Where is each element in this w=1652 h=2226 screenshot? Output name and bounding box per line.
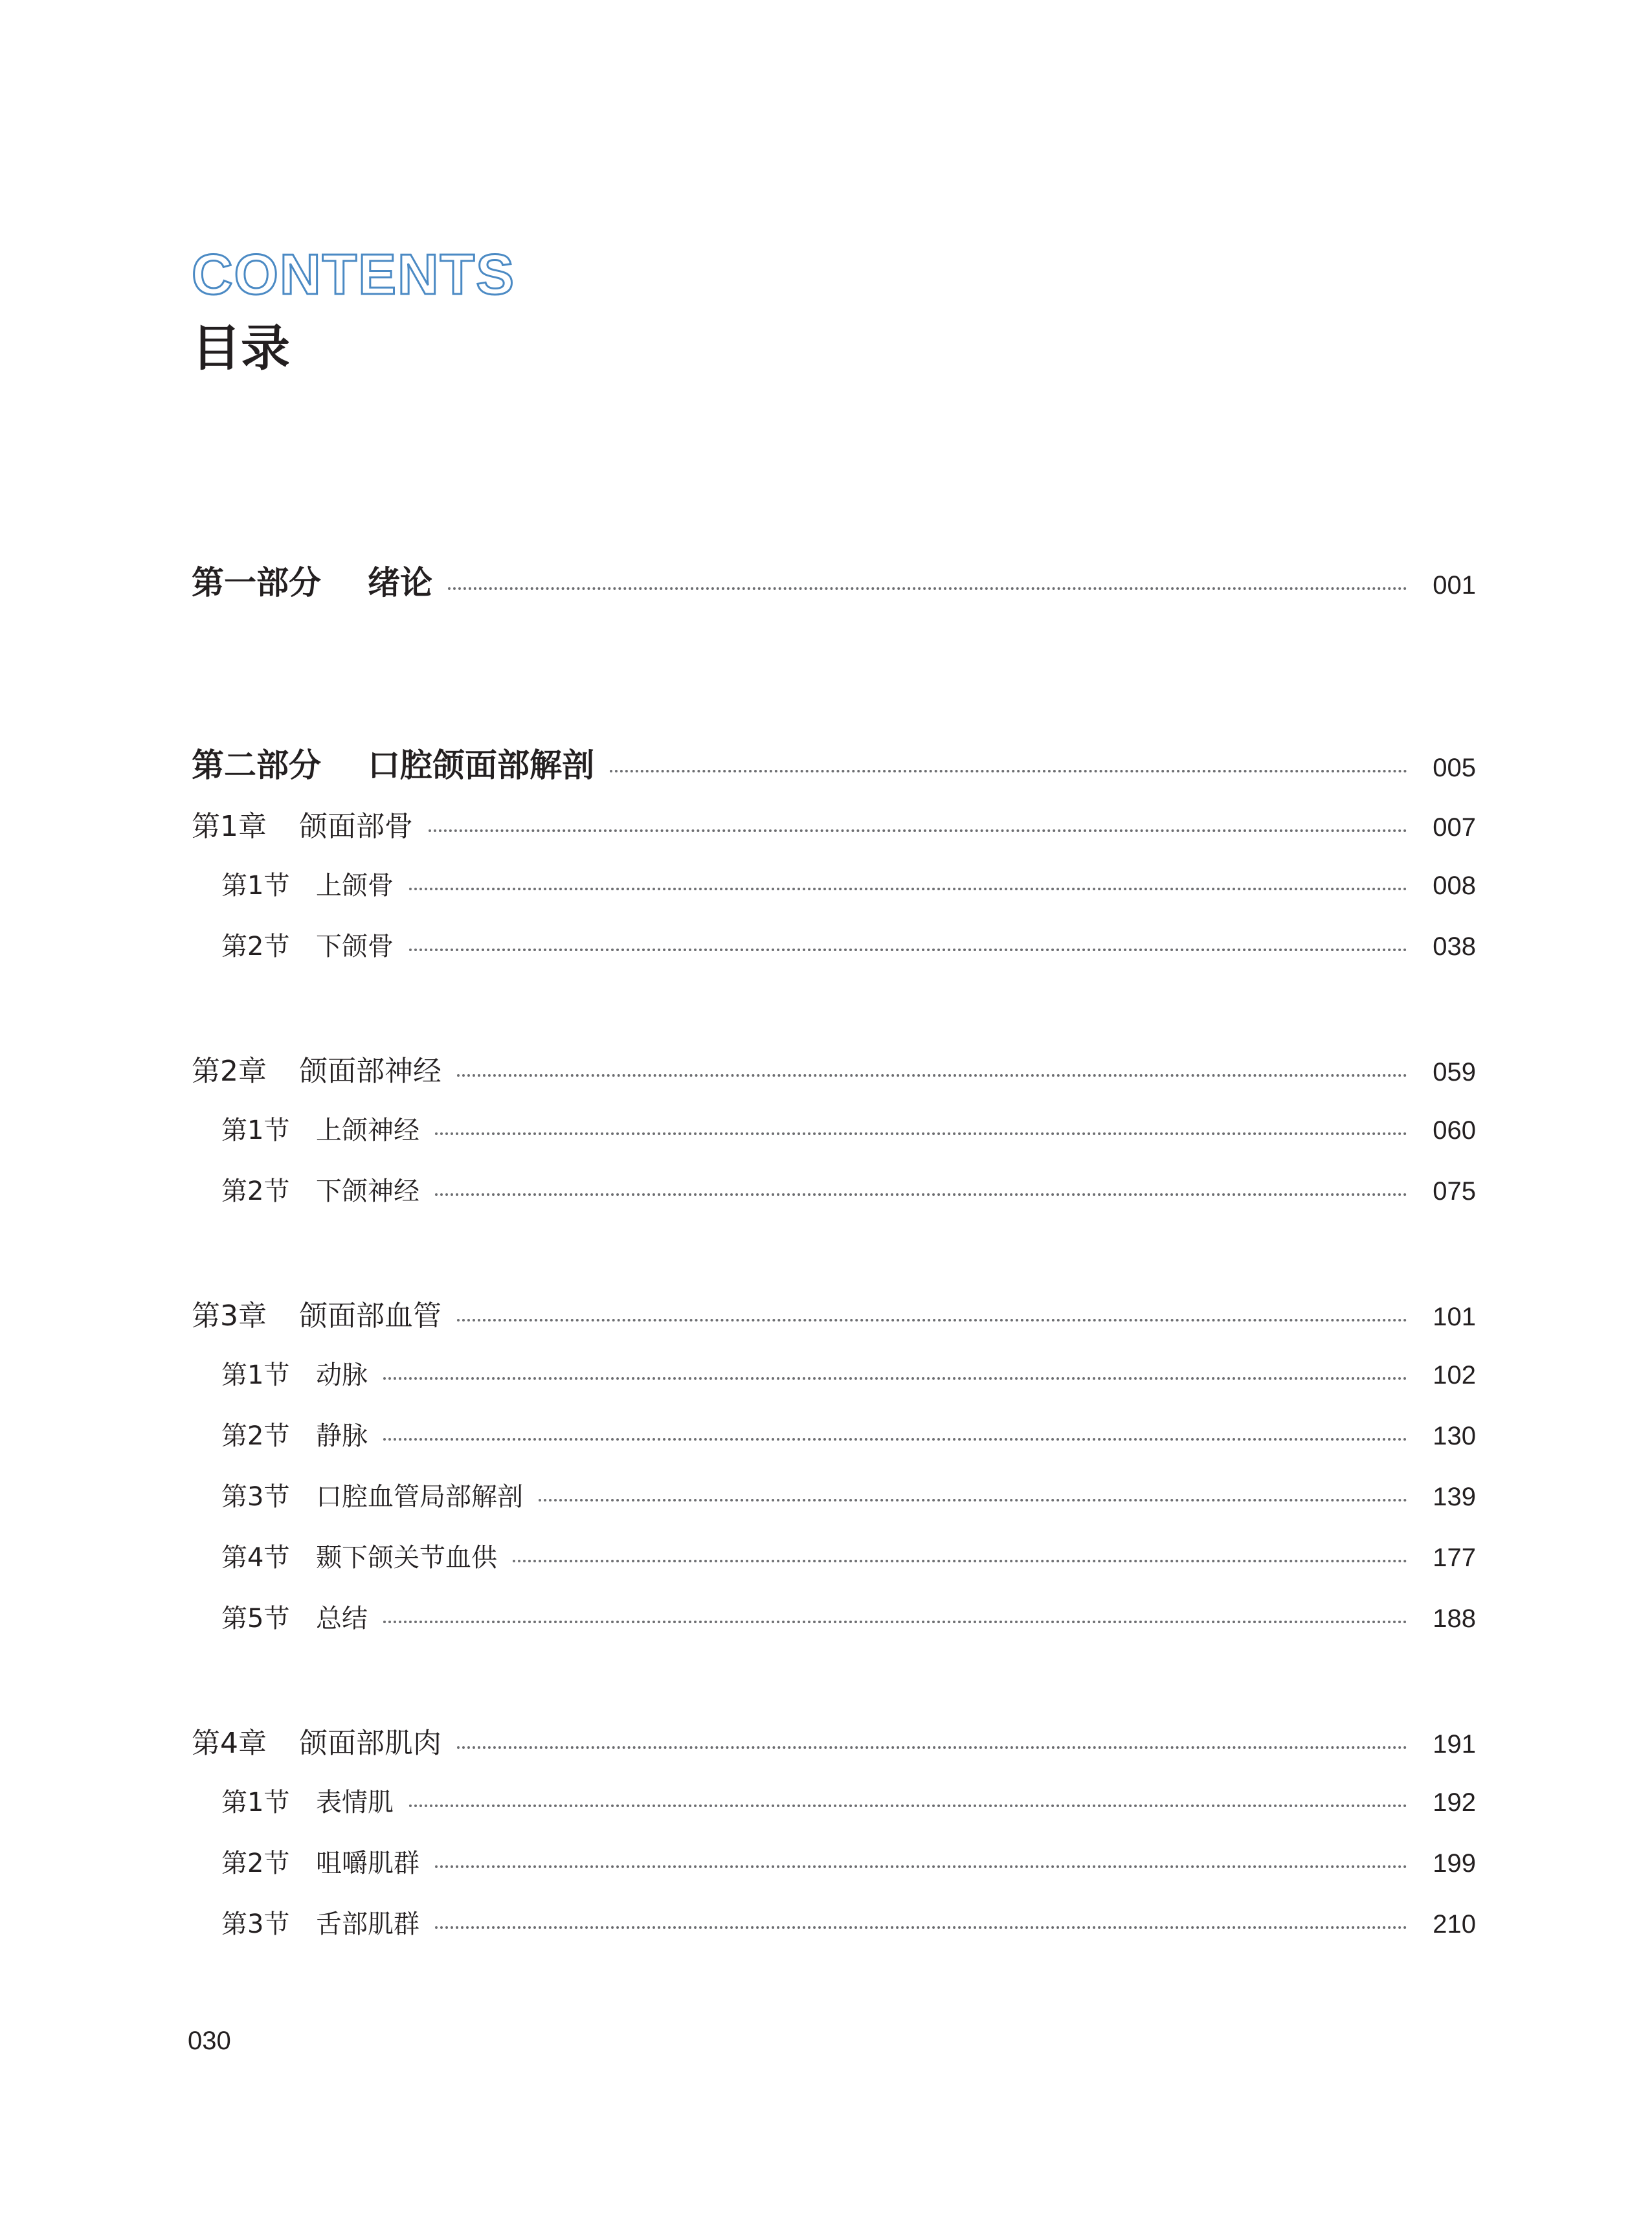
toc-entry-ch4-sec3[interactable] [221, 1904, 1476, 1940]
toc-entry-chapter3[interactable] [192, 1292, 1476, 1334]
dot-leader [409, 1804, 1407, 1807]
page-number: 008 [1433, 871, 1476, 900]
chapter-number: 第2章 [192, 1055, 267, 1088]
toc-entry-ch3-sec5[interactable] [221, 1598, 1476, 1635]
dot-leader [448, 587, 1407, 590]
page-number: 199 [1433, 1849, 1476, 1878]
dot-leader [409, 949, 1407, 951]
toc-entry-part1[interactable] [192, 557, 1476, 603]
dot-leader [457, 1074, 1407, 1077]
page-number: 060 [1433, 1116, 1476, 1145]
section-title: 动脉 [316, 1360, 368, 1390]
chapter-title: 颌面部血管 [299, 1299, 441, 1332]
section-title: 静脉 [316, 1421, 368, 1451]
section-number: 第5节 [221, 1604, 290, 1634]
section-title: 上颌骨 [316, 871, 394, 901]
section-title: 口腔血管局部解剖 [316, 1482, 523, 1512]
section-title: 咀嚼肌群 [316, 1849, 419, 1878]
section-title: 颞下颌关节血供 [316, 1543, 497, 1573]
section-title: 总结 [316, 1604, 368, 1634]
page-number: 192 [1433, 1788, 1476, 1817]
toc-entry-chapter1[interactable] [192, 803, 1476, 844]
chapter-number: 第1章 [192, 810, 267, 843]
dot-leader [383, 1377, 1407, 1380]
page-number: 007 [1433, 813, 1476, 842]
toc-entry-ch4-sec1[interactable] [221, 1782, 1476, 1819]
page-number: 005 [1433, 754, 1476, 782]
toc-entry-ch3-sec2[interactable] [221, 1415, 1476, 1452]
page-number: 191 [1433, 1730, 1476, 1759]
chapter-title: 颌面部肌肉 [299, 1727, 441, 1760]
page-number: 177 [1433, 1544, 1476, 1572]
chapter-title: 颌面部神经 [299, 1055, 441, 1088]
toc-entry-ch3-sec3[interactable] [221, 1476, 1476, 1513]
footer-page-number: 030 [188, 2027, 231, 2055]
chapter-number: 第3章 [192, 1299, 267, 1332]
toc-entry-ch1-sec1[interactable] [221, 865, 1476, 902]
dot-leader [409, 888, 1407, 890]
section-number: 第1节 [221, 1360, 290, 1390]
toc-entry-ch1-sec2[interactable] [221, 926, 1476, 963]
page-number: 139 [1433, 1483, 1476, 1511]
page-number: 210 [1433, 1910, 1476, 1939]
page-number: 001 [1433, 571, 1476, 600]
toc-entry-ch2-sec2[interactable] [221, 1171, 1476, 1208]
chapter-title: 颌面部骨 [299, 810, 413, 843]
dot-leader [429, 829, 1407, 832]
section-title: 表情肌 [316, 1788, 394, 1817]
toc-entry-ch3-sec1[interactable] [221, 1355, 1476, 1391]
page-number: 038 [1433, 932, 1476, 961]
dot-leader [513, 1560, 1407, 1562]
dot-leader [383, 1438, 1407, 1441]
page-number: 102 [1433, 1361, 1476, 1389]
section-number: 第2节 [221, 932, 290, 961]
section-title: 上颌神经 [316, 1116, 419, 1145]
part-title: 口腔颌面部解剖 [368, 747, 594, 784]
section-title: 下颌神经 [316, 1176, 419, 1206]
page-number: 101 [1433, 1303, 1476, 1331]
section-number: 第1节 [221, 1116, 290, 1145]
contents-title-en: CONTENTS [192, 242, 515, 306]
dot-leader [435, 1865, 1407, 1868]
dot-leader [539, 1499, 1407, 1501]
section-number: 第4节 [221, 1543, 290, 1573]
dot-leader [435, 1132, 1407, 1135]
part-number: 第二部分 [192, 747, 321, 784]
page-number: 059 [1433, 1058, 1476, 1086]
dot-leader [435, 1926, 1407, 1929]
section-number: 第1节 [221, 1788, 290, 1817]
section-number: 第1节 [221, 871, 290, 901]
toc-entry-chapter4[interactable] [192, 1720, 1476, 1761]
dot-leader [457, 1746, 1407, 1749]
page-number: 075 [1433, 1177, 1476, 1206]
section-number: 第2节 [221, 1176, 290, 1206]
section-title: 舌部肌群 [316, 1909, 419, 1939]
dot-leader [610, 770, 1407, 772]
dot-leader [435, 1193, 1407, 1196]
part-title: 绪论 [368, 564, 432, 601]
chapter-number: 第4章 [192, 1727, 267, 1760]
page-number: 130 [1433, 1422, 1476, 1450]
toc-entry-ch4-sec2[interactable] [221, 1843, 1476, 1880]
dot-leader [383, 1621, 1407, 1623]
toc-entry-ch2-sec1[interactable] [221, 1110, 1476, 1147]
contents-title-zh: 目录 [192, 319, 290, 377]
section-number: 第3节 [221, 1909, 290, 1939]
section-number: 第2节 [221, 1421, 290, 1451]
toc-entry-chapter2[interactable] [192, 1048, 1476, 1089]
toc-entry-part2[interactable] [192, 739, 1476, 786]
section-number: 第2节 [221, 1849, 290, 1878]
section-number: 第3节 [221, 1482, 290, 1512]
toc-entry-ch3-sec4[interactable] [221, 1537, 1476, 1574]
section-title: 下颌骨 [316, 932, 394, 961]
page-number: 188 [1433, 1604, 1476, 1633]
part-number: 第一部分 [192, 564, 321, 601]
dot-leader [457, 1319, 1407, 1321]
